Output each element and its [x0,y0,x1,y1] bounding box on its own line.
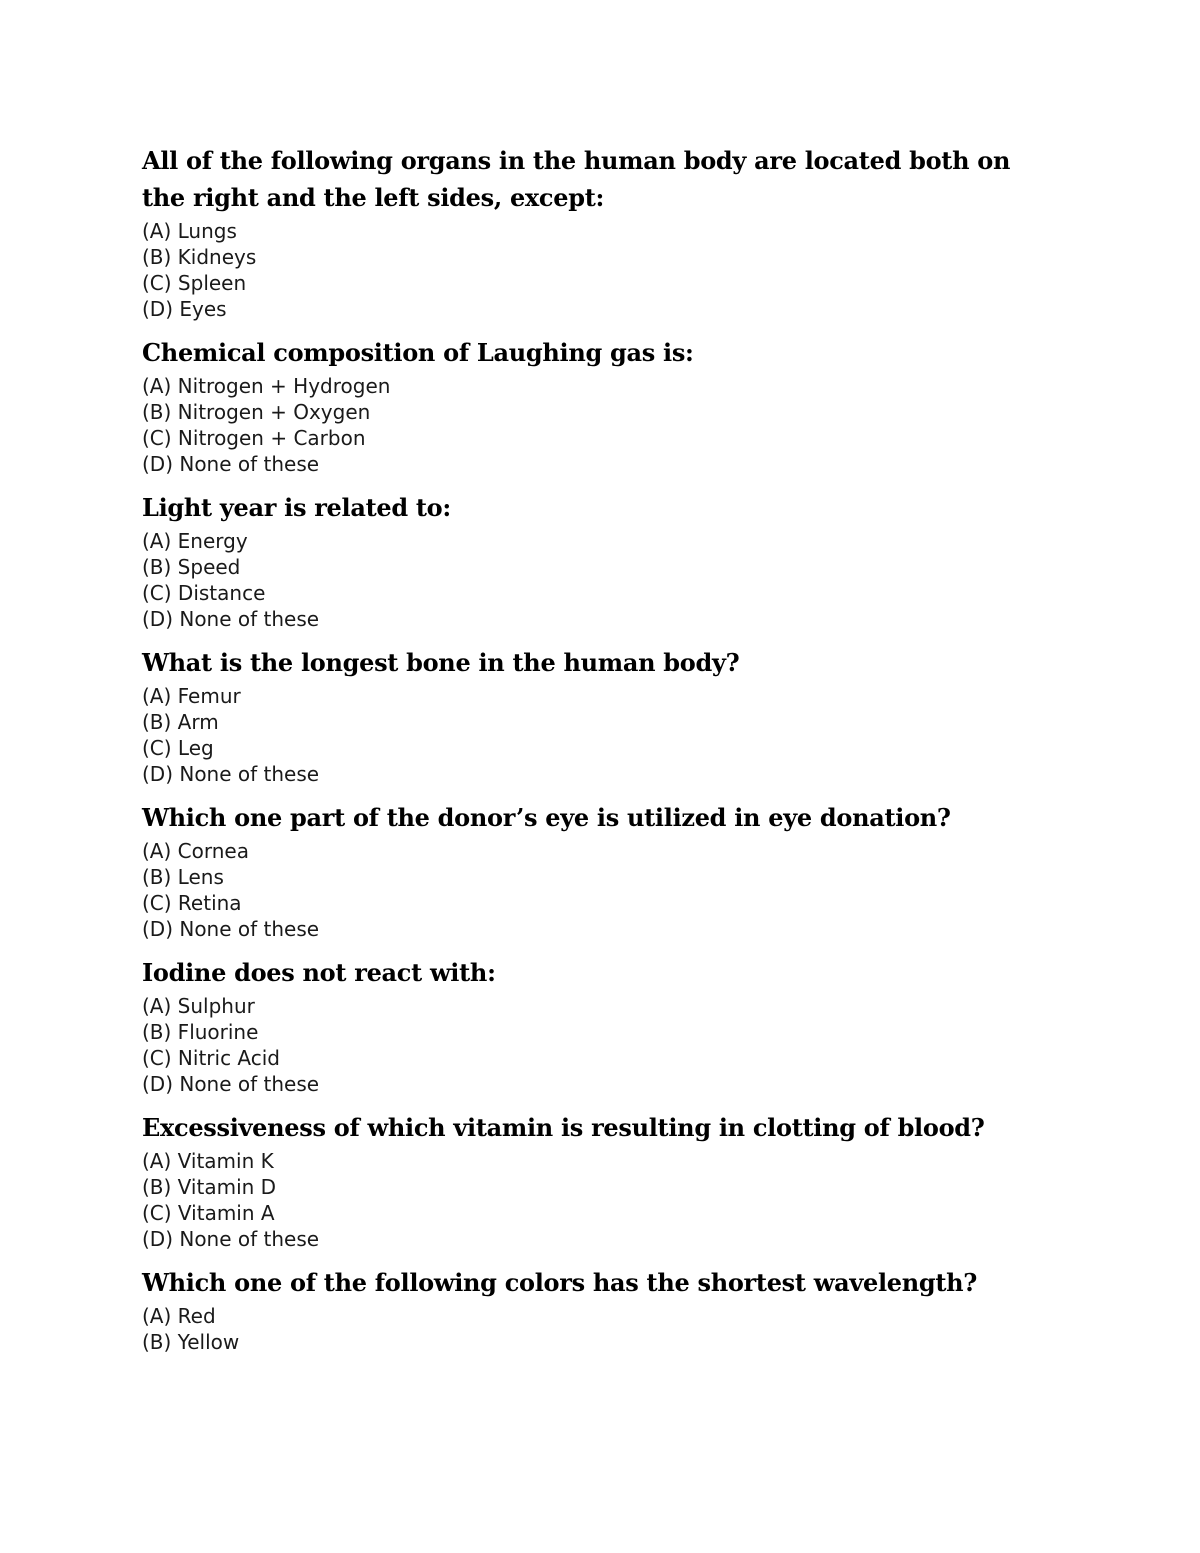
question-3 [142,489,1042,632]
option-a: (A) Lungs [142,219,237,243]
option-list [142,1148,1042,1252]
option-d: (D) None of these [142,607,320,631]
option-d: (D) None of these [142,762,320,786]
option-list [142,218,1042,322]
option-list [142,528,1042,632]
option-b: (B) Lens [142,865,224,889]
question-text: Which one of the following colors has the shortest wavelength? [142,1268,978,1297]
option-b: (B) Vitamin D [142,1175,277,1199]
option-b: (B) Speed [142,555,241,579]
question-8 [142,1264,1042,1355]
question-7 [142,1109,1042,1252]
option-a: (A) Femur [142,684,241,708]
option-c: (C) Leg [142,736,214,760]
option-list [142,683,1042,787]
option-b: (B) Kidneys [142,245,257,269]
question-text: Light year is related to: [142,493,451,522]
option-a: (A) Vitamin K [142,1149,274,1173]
option-list [142,373,1042,477]
question-1 [142,142,1042,322]
option-b: (B) Yellow [142,1330,240,1354]
option-d: (D) None of these [142,1227,320,1251]
option-d: (D) None of these [142,452,320,476]
option-b: (B) Fluorine [142,1020,259,1044]
option-d: (D) None of these [142,917,320,941]
option-a: (A) Cornea [142,839,249,863]
option-d: (D) Eyes [142,297,227,321]
question-text: What is the longest bone in the human body? [142,648,740,677]
option-b: (B) Nitrogen + Oxygen [142,400,371,424]
question-6 [142,954,1042,1097]
option-a: (A) Red [142,1304,216,1328]
option-c: (C) Nitric Acid [142,1046,280,1070]
question-5 [142,799,1042,942]
option-list [142,838,1042,942]
option-d: (D) None of these [142,1072,320,1096]
option-c: (C) Nitrogen + Carbon [142,426,366,450]
question-text: All of the following organs in the human body are located both on the right and the left sides, except: [142,146,1011,212]
option-b: (B) Arm [142,710,219,734]
quiz-page [142,142,1042,1367]
option-a: (A) Sulphur [142,994,255,1018]
option-list [142,1303,1042,1355]
option-c: (C) Spleen [142,271,247,295]
question-4 [142,644,1042,787]
question-2 [142,334,1042,477]
option-a: (A) Energy [142,529,248,553]
option-c: (C) Retina [142,891,242,915]
question-text: Chemical composition of Laughing gas is: [142,338,694,367]
question-text: Excessiveness of which vitamin is resulting in clotting of blood? [142,1113,985,1142]
question-text: Which one part of the donor’s eye is utilized in eye donation? [142,803,951,832]
option-a: (A) Nitrogen + Hydrogen [142,374,391,398]
option-c: (C) Distance [142,581,266,605]
option-c: (C) Vitamin A [142,1201,275,1225]
question-text: Iodine does not react with: [142,958,496,987]
option-list [142,993,1042,1097]
